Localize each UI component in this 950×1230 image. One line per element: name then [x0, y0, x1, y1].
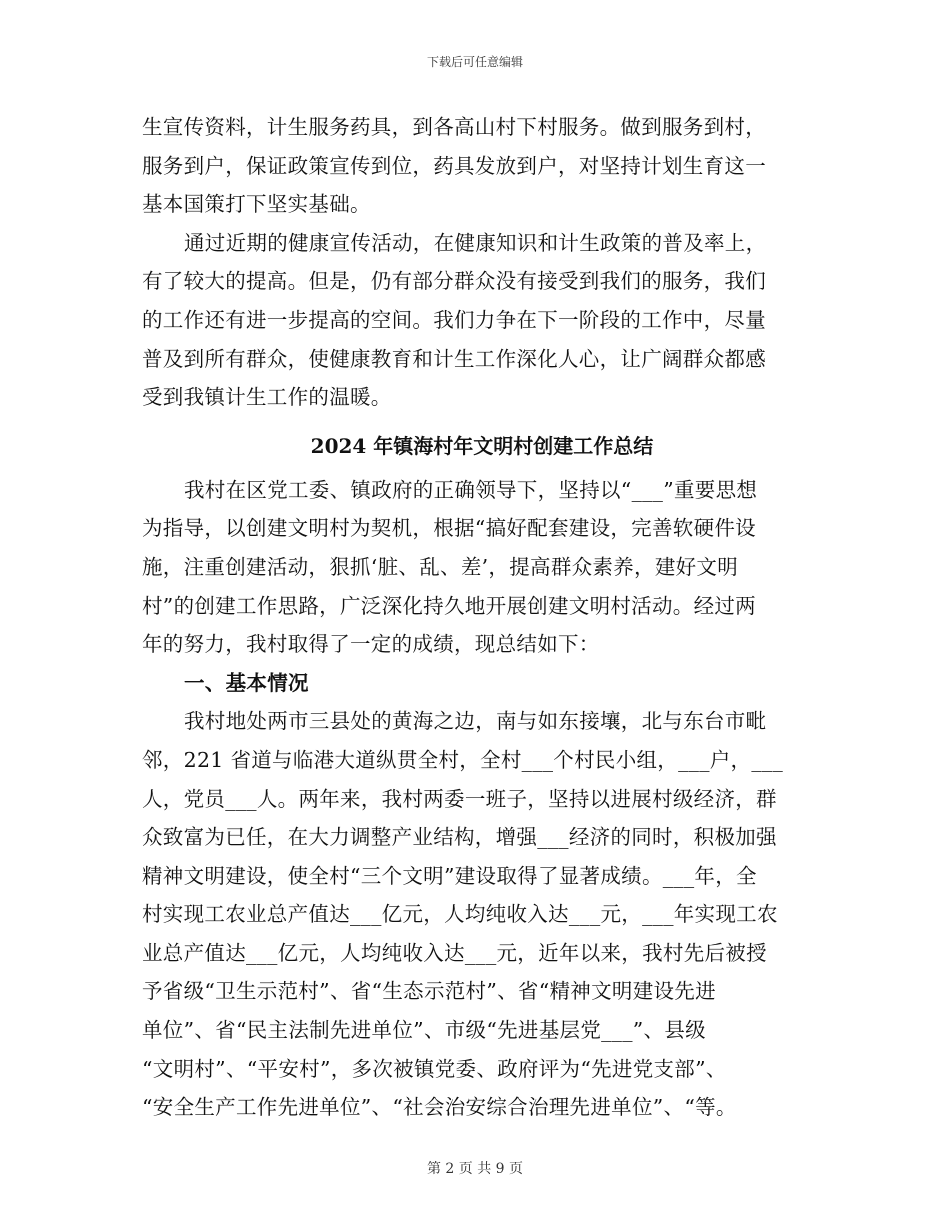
text-line: “安全生产工作先进单位”、“社会治安综合治理先进单位”、“等。 — [142, 1095, 737, 1120]
text-line: 村”的创建工作思路，广泛深化持久地开展创建文明村活动。经过两 — [142, 593, 756, 618]
text-line: 通过近期的健康宣传活动，在健康知识和计生政策的普及率上， — [184, 230, 767, 255]
text-line: 予省级“卫生示范村”、省“生态示范村”、省“精神文明建设先进 — [142, 979, 716, 1004]
text-line: 为指导，以创建文明村为契机，根据“搞好配套建设，完善软硬件设 — [142, 516, 756, 541]
paragraph-health-promotion — [142, 224, 822, 417]
text-line: 普及到所有群众，使健康教育和计生工作深化人心，让广阔群众都感 — [142, 346, 766, 371]
document-body — [142, 108, 822, 1127]
paragraph-continued — [142, 108, 822, 224]
text-line: 村实现工农业总产值达___亿元，人均纯收入达___元，___年实现工农 — [142, 902, 778, 927]
text-line: 人，党员___人。两年来，我村两委一班子，坚持以进展村级经济，群 — [142, 786, 777, 811]
page-header: 下载后可任意编辑 — [426, 55, 523, 69]
page-footer: 第 2 页 共 9 页 — [426, 1161, 524, 1177]
text-line: 精神文明建设，使全村“三个文明”建设取得了显著成绩。___年，全 — [142, 863, 757, 888]
document-title: 2024 年镇海村年文明村创建工作总结 — [310, 433, 654, 458]
text-line: 邻，221 省道与临港大道纵贯全村，全村___个村民小组，___户，___ — [142, 747, 783, 772]
text-line: 受到我镇计生工作的温暖。 — [142, 385, 392, 410]
text-line: 我村在区党工委、镇政府的正确领导下，坚持以“___”重要思想 — [184, 477, 758, 502]
paragraph-basic-situation — [142, 702, 822, 1127]
text-line: 众致富为已任，在大力调整产业结构，增强___经济的同时，积极加强 — [142, 825, 777, 850]
text-line: 基本国策打下坚实基础。 — [142, 192, 371, 217]
section-heading: 一、基本情况 — [184, 670, 309, 695]
text-line: 年的努力，我村取得了一定的成绩，现总结如下： — [142, 632, 600, 657]
paragraph-intro — [142, 471, 822, 664]
text-line: “文明村”、“平安村”，多次被镇党委、政府评为“先进党支部”、 — [142, 1056, 727, 1081]
text-line: 业总产值达___亿元，人均纯收入达___元，近年以来，我村先后被授 — [142, 940, 767, 965]
text-line: 施，注重创建活动，狠抓‘脏、乱、差’，提高群众素养，建好文明 — [142, 554, 739, 579]
text-line: 单位”、省“民主法制先进单位”、市级“先进基层党___”、县级 — [142, 1018, 706, 1043]
text-line: 我村地处两市三县处的黄海之边，南与如东接壤，北与东台市毗 — [184, 709, 767, 734]
text-line: 服务到户，保证政策宣传到位，药具发放到户，对坚持计划生育这一 — [142, 153, 766, 178]
text-line: 生宣传资料，计生服务药具，到各高山村下村服务。做到服务到村， — [142, 115, 766, 139]
text-line: 的工作还有进一步提高的空间。我们力争在下一阶段的工作中，尽量 — [142, 307, 766, 332]
text-line: 有了较大的提高。但是，仍有部分群众没有接受到我们的服务，我们 — [142, 269, 766, 294]
